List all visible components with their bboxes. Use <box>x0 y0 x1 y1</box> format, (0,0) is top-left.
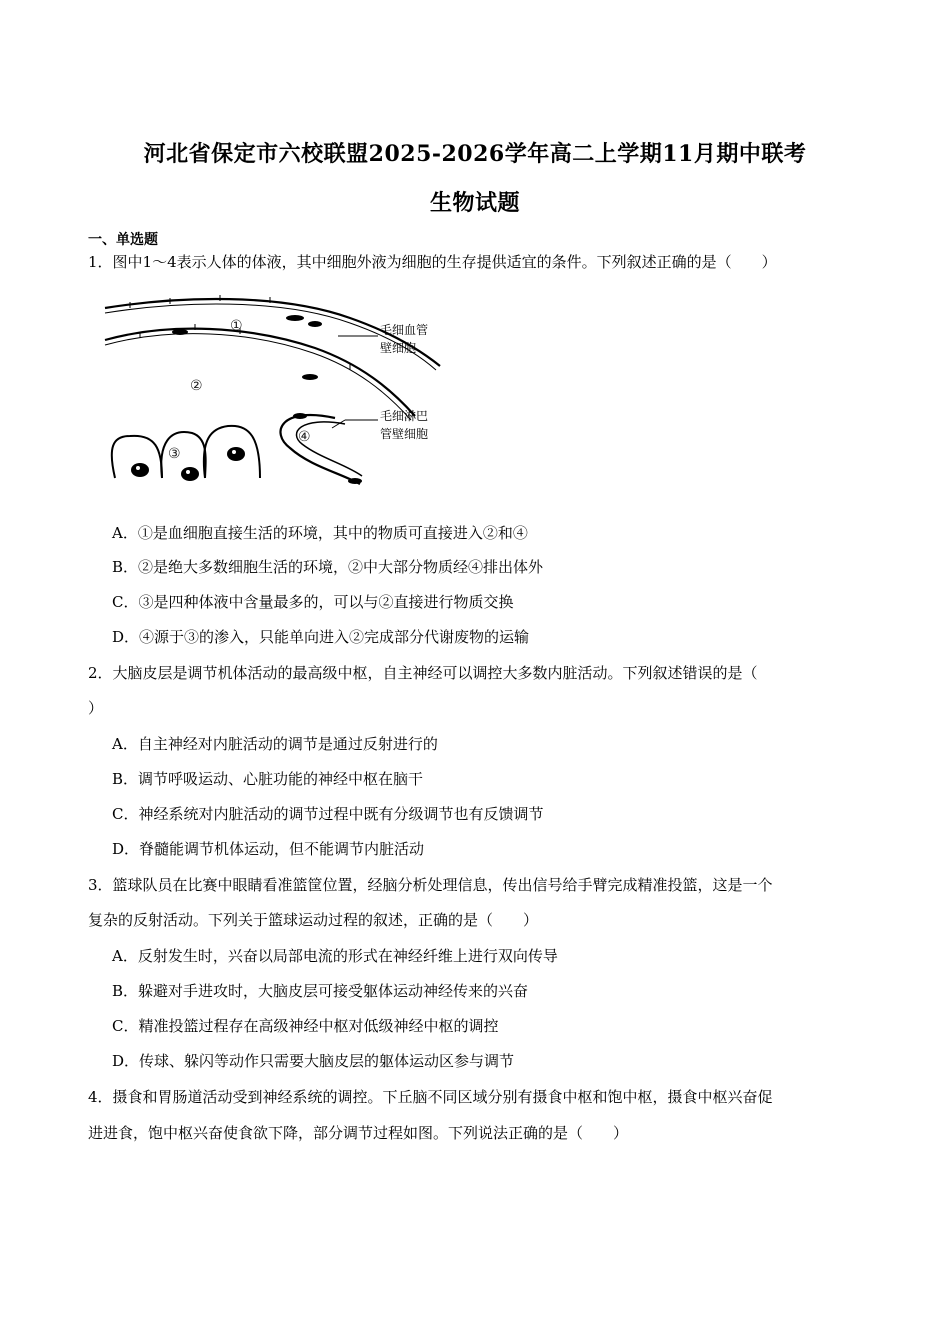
question-1-option-d: D．④源于③的渗入，只能单向进入②完成部分代谢废物的运输 <box>112 628 530 646</box>
marker-4: ④ <box>298 429 311 445</box>
marker-3: ③ <box>168 446 181 462</box>
question-3-stem-cont: 复杂的反射活动。下列关于篮球运动过程的叙述，正确的是（ ） <box>88 911 539 929</box>
question-2-stem: 2．大脑皮层是调节机体活动的最高级中枢，自主神经可以调控大多数内脏活动。下列叙述错误的是（ <box>88 664 758 682</box>
label-capillary-2: 壁细胞 <box>380 341 417 355</box>
body-fluid-diagram <box>100 288 450 493</box>
question-2-option-a: A．自主神经对内脏活动的调节是通过反射进行的 <box>112 735 438 753</box>
section-heading: 一、单选题 <box>88 232 158 248</box>
document-title: 河北省保定市六校联盟2025-2026学年高二上学期11月期中联考 <box>143 141 807 167</box>
label-lymph-1: 毛细淋巴 <box>380 409 429 423</box>
marker-1: ① <box>230 318 243 334</box>
question-3-option-b: B．躲避对手进攻时，大脑皮层可接受躯体运动神经传来的兴奋 <box>112 982 529 1000</box>
question-3-stem: 3．篮球队员在比赛中眼睛看准篮筐位置，经脑分析处理信息，传出信号给手臂完成精准投篮，这是一个 <box>88 876 773 894</box>
question-1-option-b: B．②是绝大多数细胞生活的环境，②中大部分物质经④排出体外 <box>112 558 544 576</box>
question-1-option-a: A．①是血细胞直接生活的环境，其中的物质可直接进入②和④ <box>112 524 528 542</box>
marker-2: ② <box>190 378 203 394</box>
question-4-stem-cont: 进进食，饱中枢兴奋使食欲下降，部分调节过程如图。下列说法正确的是（ ） <box>88 1124 629 1142</box>
question-2-option-d: D．脊髓能调节机体运动，但不能调节内脏活动 <box>112 840 425 858</box>
question-1-stem: 1．图中1～4表示人体的体液，其中细胞外液为细胞的生存提供适宜的条件。下列叙述正确的是（ ） <box>88 253 777 271</box>
question-1-option-c: C．③是四种体液中含量最多的，可以与②直接进行物质交换 <box>112 593 514 611</box>
label-lymph-2: 管壁细胞 <box>380 427 429 441</box>
question-2-option-b: B．调节呼吸运动、心脏功能的神经中枢在脑干 <box>112 770 424 788</box>
question-3-option-a: A．反射发生时，兴奋以局部电流的形式在神经纤维上进行双向传导 <box>112 947 558 965</box>
label-capillary-1: 毛细血管 <box>380 323 429 337</box>
question-3-option-d: D．传球、躲闪等动作只需要大脑皮层的躯体运动区参与调节 <box>112 1052 515 1070</box>
question-4-stem: 4．摄食和胃肠道活动受到神经系统的调控。下丘脑不同区域分别有摄食中枢和饱中枢，摄食中枢兴奋促 <box>88 1088 773 1106</box>
question-3-option-c: C．精准投篮过程存在高级神经中枢对低级神经中枢的调控 <box>112 1017 499 1035</box>
question-2-stem-cont: ） <box>88 699 104 717</box>
question-2-option-c: C．神经系统对内脏活动的调节过程中既有分级调节也有反馈调节 <box>112 805 544 823</box>
document-subtitle: 生物试题 <box>429 190 520 216</box>
